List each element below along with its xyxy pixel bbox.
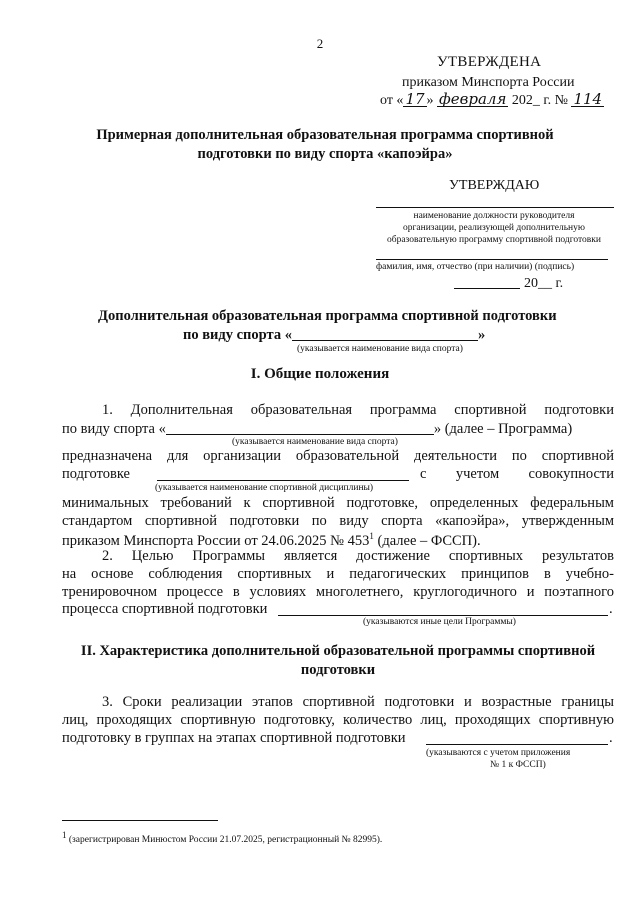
p2-line4 [62,601,614,618]
section1-heading: I. Общие положения [250,366,390,382]
org-caption [368,210,620,246]
p3-line1: 3. Сроки реализации этапов спортивной подготовки и возрастные границы [102,694,614,710]
p3-line3 [62,730,614,747]
p3-caption2: № 1 к ФССП) [490,760,546,770]
org-signature-line [376,207,614,208]
approval-mid: » [426,93,434,108]
approval-order-line: приказом Минспорта России [402,75,575,90]
p3-line3-prefix: подготовку в группах на этапах спортивной подготовки [62,730,406,746]
p1-line7-b: (далее – ФССП). [373,532,481,549]
org-caption-line3: образовательную программу спортивной подготовки [386,235,601,245]
p1-line7-a: приказом Минспорта России от 24.06.2025 № 453 [62,532,370,549]
p2-caption: (указываются иные цели Программы) [363,617,516,627]
page-number: 2 [316,36,324,51]
program-title-prefix: по виду спорта « [183,327,292,343]
handwritten-day: 17 [405,90,425,108]
p1-line4-suffix: с учетом совокупности [420,466,614,482]
program-title-suffix: » [477,327,486,343]
fio-caption: фамилия, имя, отчество (при наличии) (подпись) [376,262,575,272]
p2-line3: тренировочном процессе в условиях многолетнего, круглогодичного и поэтапного [62,584,614,600]
footnote-text: (зарегистрирован Минюстом России 21.07.2025, регистрационный № 82995). [66,835,383,846]
p3-line2: лиц, проходящих спортивную подготовку, количество лиц, проходящих спортивную [62,712,614,728]
approve-date: 20__ г. [524,276,564,291]
program-title-caption: (указывается наименование вида спорта) [297,344,463,354]
p1-line6: стандартом спортивной подготовки по виду спорта «капоэйра», утвержденным [62,513,614,529]
program-title-line1: Дополнительная образовательная программа спортивной подготовки [98,308,557,324]
document-title [60,126,590,164]
date-blank-line [454,288,520,289]
fio-signature-line [376,259,608,260]
p1-sport-blank [166,420,434,435]
approval-year-text: 202_ г. № [511,93,568,108]
section2-heading-line1: II. Характеристика дополнительной образовательной программы спортивной [80,643,596,659]
document-title-line2: подготовки по виду спорта «капоэйра» [197,146,453,162]
p1-caption1: (указывается наименование вида спорта) [232,437,398,447]
p1-caption2: (указывается наименование спортивной дисциплины) [155,483,374,493]
p1-discipline-blank [157,480,409,481]
p1-line2-suffix: » (далее – Программа) [433,421,573,437]
footnote-number: 1 [62,830,67,840]
document-title-line1: Примерная дополнительная образовательная программа спортивной [96,127,554,143]
sport-name-blank [292,326,478,341]
footnote-ref: 1 [369,531,374,541]
org-caption-line1: наименование должности руководителя [413,211,575,221]
p1-line2-prefix: по виду спорта « [62,421,166,437]
p2-line4-prefix: процесса спортивной подготовки [62,601,268,617]
p1-line2 [62,420,614,438]
org-caption-line2: организации, реализующей дополнительную [403,223,585,233]
section2-heading [62,642,614,680]
p3-blank [426,744,608,745]
p1-line7 [62,531,481,550]
p1-line1: 1. Дополнительная образовательная программа спортивной подготовки [102,402,614,418]
p2-line4-suffix: . [609,601,613,617]
handwritten-month: февраля [439,90,507,108]
p3-line3-suffix: . [609,730,613,746]
p1-line3: предназначена для организации образовательной деятельности по спортивной [62,448,614,464]
footnote [62,830,382,845]
approval-from-prefix: от « [380,93,404,108]
p1-line4-prefix: подготовке [62,466,130,482]
section2-heading-line2: подготовки [300,662,376,678]
approve-label: УТВЕРЖДАЮ [449,178,540,193]
program-title-line2 [183,326,485,344]
p2-line2: на основе соблюдения спортивных и педагогических принципов в учебно- [62,566,614,582]
handwritten-number: 114 [573,90,603,108]
p2-line1: 2. Целью Программы является достижение спортивных результатов [102,548,614,564]
footnote-separator [62,820,218,821]
p1-line5: минимальных требований к спортивной подготовке, определенных федеральным [62,495,614,511]
p3-caption1: (указываются с учетом приложения [426,748,571,758]
p2-goals-blank [278,615,608,616]
p1-line4 [62,466,614,483]
approval-title: УТВЕРЖДЕНА [437,54,542,70]
approval-date-number-line [380,92,604,109]
